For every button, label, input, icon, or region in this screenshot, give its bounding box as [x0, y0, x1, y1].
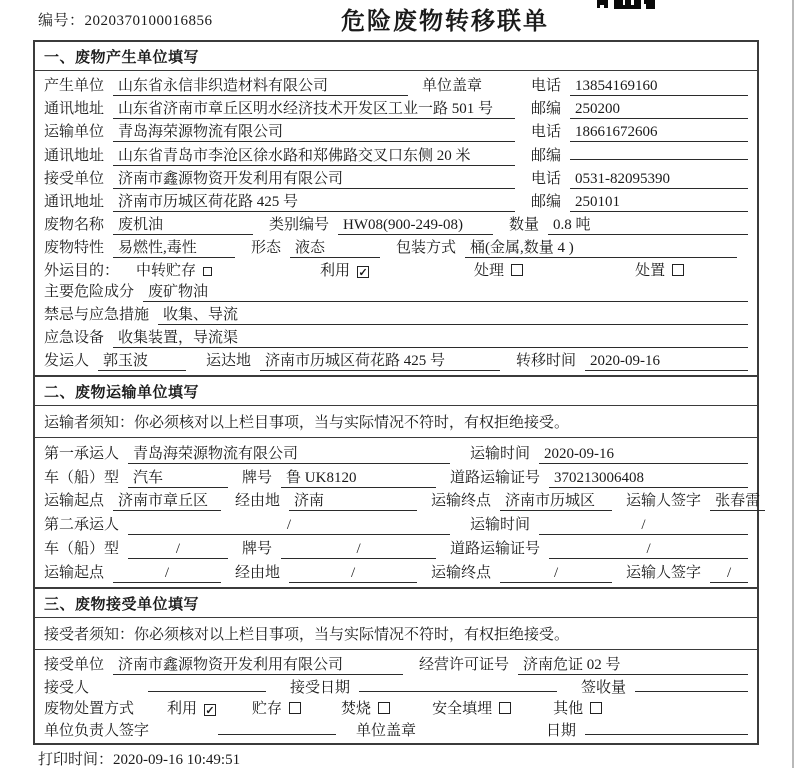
print-time-label: 打印时间：	[38, 752, 114, 768]
purpose-option-treat: 处理	[474, 259, 523, 280]
manager-sign-label: 单位负责人签字	[44, 723, 150, 739]
time2-value: /	[539, 517, 748, 535]
carrier2-value: /	[128, 517, 450, 535]
time1-value: 2020-09-16	[539, 446, 748, 464]
row-carrier1	[44, 442, 748, 464]
row-route2	[44, 561, 748, 583]
row-manager-sign	[44, 718, 748, 740]
row-producer	[44, 74, 748, 96]
disposal-burn-checkbox	[378, 702, 390, 714]
receive-unit-label: 接受单位	[44, 657, 105, 673]
origin2-label: 运输起点	[44, 565, 105, 582]
row-hazard	[44, 280, 748, 302]
qty-label: 数量	[509, 216, 540, 233]
disposal-option-burn: 焚烧	[341, 697, 390, 718]
transporter-phone-label: 电话	[530, 124, 561, 141]
hazard-label: 主要危险成分	[44, 284, 135, 301]
vehicle2-label: 车（船）型	[44, 541, 120, 558]
disposal-option-store: 贮存	[252, 697, 301, 718]
section-producer	[35, 42, 757, 375]
receiver-addr-value: 济南市历城区荷花路 425 号	[113, 190, 515, 212]
disposal-store-checkbox	[289, 702, 301, 714]
vehicle1-label: 车（船）型	[44, 469, 120, 486]
sign1-label: 运输人签字	[626, 493, 702, 510]
section-producer-title: 一、废物产生单位填写	[35, 42, 757, 71]
sign2-label: 运输人签字	[626, 565, 702, 582]
origin1-value: 济南市章丘区	[113, 489, 221, 511]
section-transport-body	[35, 438, 761, 587]
taboo-label: 禁忌与应急措施	[44, 307, 150, 324]
row-purpose	[44, 259, 748, 280]
category-label: 类别编号	[269, 216, 330, 233]
equipment-value: 收集装置，导流渠	[113, 326, 748, 348]
manager-sign-value	[218, 718, 336, 735]
sign-date-value	[585, 718, 748, 735]
transporter-zip-value	[570, 143, 748, 160]
transporter-addr-label: 通讯地址	[44, 148, 105, 165]
carrier1-value: 青岛海荣源物流有限公司	[128, 442, 450, 464]
recipient-value	[148, 675, 266, 692]
producer-zip-label: 邮编	[530, 101, 561, 118]
waste-name-label: 废物名称	[44, 216, 105, 233]
package-label: 包装方式	[396, 239, 457, 256]
doc-number-label: 编号：	[38, 13, 85, 29]
disposal-option-use: 利用 ✓	[167, 701, 215, 717]
purpose-option-transfer: 中转贮存	[136, 259, 212, 280]
amount-value	[635, 675, 748, 692]
receive-date-value	[359, 675, 557, 692]
transporter-phone-value: 18661672606	[570, 124, 748, 142]
producer-addr-label: 通讯地址	[44, 101, 105, 118]
carrier1-label: 第一承运人	[44, 445, 120, 462]
taboo-value: 收集、导流	[158, 303, 748, 325]
row-equipment	[44, 326, 748, 348]
end1-label: 运输终点	[431, 493, 492, 510]
hazard-value: 废矿物油	[143, 280, 748, 302]
section-transport-title: 二、废物运输单位填写	[35, 377, 757, 406]
transport-notice: 运输者须知：你必须核对以上栏目事项，当与实际情况不符时，有权拒绝接受。	[35, 406, 757, 438]
origin1-label: 运输起点	[44, 493, 105, 510]
section-receiver-title: 三、废物接受单位填写	[35, 589, 757, 618]
end2-label: 运输终点	[431, 565, 492, 582]
plate1-value: 鲁 UK8120	[281, 466, 436, 488]
shipper-value: 郭玉波	[98, 349, 186, 371]
via2-label: 经由地	[235, 565, 281, 582]
doc-number-value: 2020370100016856	[84, 13, 213, 29]
sign2-value: /	[710, 565, 748, 583]
receiver-notice: 接受者须知：你必须核对以上栏目事项，当与实际情况不符时，有权拒绝接受。	[35, 618, 757, 650]
transfer-time-label: 转移时间	[516, 353, 577, 370]
disposal-landfill-checkbox	[499, 702, 511, 714]
license2-label: 道路运输证号	[450, 541, 541, 558]
vehicle1-value: 汽车	[128, 466, 228, 488]
waste-name-value: 废机油	[113, 213, 253, 235]
producer-value: 山东省永信非织造材料有限公司	[113, 74, 408, 96]
transporter-zip-label: 邮编	[530, 148, 561, 165]
license1-value: 370213006408	[549, 470, 748, 488]
receiver-zip-label: 邮编	[530, 193, 561, 210]
character-value: 易燃性,毒性	[113, 236, 235, 258]
category-value: HW08(900-249-08)	[338, 217, 493, 235]
receiver-addr-label: 通讯地址	[44, 193, 105, 210]
row-shipper	[44, 349, 748, 371]
form-value: 液态	[290, 236, 380, 258]
via1-value: 济南	[289, 489, 417, 511]
time2-label: 运输时间	[470, 517, 531, 534]
receiver-value: 济南市鑫源物资开发利用有限公司	[113, 167, 515, 189]
via2-value: /	[289, 565, 417, 583]
section-transport	[35, 375, 761, 587]
use-checkbox: ✓	[358, 266, 368, 279]
print-time	[38, 748, 240, 769]
amount-label: 签收量	[581, 680, 627, 696]
disposal-option-other: 其他	[553, 697, 602, 718]
manifest-form	[33, 40, 759, 745]
seal-label: 单位盖章	[422, 78, 483, 95]
section-receiver	[35, 587, 757, 743]
time1-label: 运输时间	[470, 445, 531, 462]
producer-phone-label: 电话	[530, 78, 561, 95]
row-route1	[44, 489, 761, 511]
page-title: 危险废物转移联单	[341, 9, 549, 35]
package-value: 桶(金属,数量 4 )	[465, 236, 737, 258]
producer-zip-value: 250200	[570, 101, 748, 119]
via1-label: 经由地	[235, 493, 281, 510]
plate2-value: /	[281, 541, 436, 559]
section-receiver-body	[35, 650, 757, 743]
receiver-zip-value: 250101	[570, 194, 748, 212]
row-carrier2	[44, 513, 748, 535]
recipient-label: 接受人	[44, 680, 90, 696]
sign-date-label: 日期	[546, 723, 577, 739]
purpose-option-use: 利用 ✓	[320, 262, 368, 279]
receiver-phone-value: 0531-82095390	[570, 171, 748, 189]
vehicle2-value: /	[128, 541, 228, 559]
carrier2-label: 第二承运人	[44, 517, 120, 534]
shipper-label: 发运人	[44, 353, 90, 370]
row-transporter-address	[44, 143, 748, 166]
license1-label: 道路运输证号	[450, 469, 541, 486]
row-transporter	[44, 120, 748, 142]
row-producer-address	[44, 97, 748, 119]
row-recipient	[44, 675, 748, 697]
receiver-phone-label: 电话	[530, 171, 561, 187]
row-receive-unit	[44, 653, 748, 675]
producer-phone-value: 13854169160	[570, 78, 748, 96]
producer-label: 产生单位	[44, 78, 105, 95]
transporter-addr-value: 山东省青岛市李沧区徐水路和郑佛路交叉口东侧 20 米	[113, 144, 515, 166]
license2-value: /	[549, 541, 748, 559]
receiver-label: 接受单位	[44, 171, 105, 187]
disposal-option-landfill: 安全填埋	[432, 697, 511, 718]
dispose-checkbox	[672, 264, 684, 276]
row-vehicle1	[44, 466, 748, 488]
end2-value: /	[500, 565, 612, 583]
row-disposal	[44, 697, 748, 718]
equipment-label: 应急设备	[44, 330, 105, 347]
dest-label: 运达地	[206, 353, 252, 370]
treat-checkbox	[511, 264, 523, 276]
print-time-value: 2020-09-16 10:49:51	[113, 752, 241, 768]
disposal-label: 废物处置方式	[44, 701, 135, 717]
plate1-label: 牌号	[242, 469, 273, 486]
end1-value: 济南市历城区	[500, 489, 612, 511]
plate2-label: 牌号	[242, 541, 273, 558]
scan-page-edge	[792, 0, 794, 768]
purpose-option-dispose: 处置	[635, 259, 684, 280]
section-producer-body	[35, 71, 757, 375]
permit-label: 经营许可证号	[419, 657, 510, 673]
form-label: 形态	[251, 239, 282, 256]
dest-value: 济南市历城区荷花路 425 号	[260, 349, 500, 371]
sign1-value: 张春雷	[710, 489, 765, 511]
receive-unit-value: 济南市鑫源物资开发利用有限公司	[113, 653, 403, 675]
row-receiver	[44, 167, 748, 189]
purpose-label: 外运目的：	[44, 262, 120, 279]
unit-seal-label: 单位盖章	[356, 723, 417, 739]
producer-addr-value: 山东省济南市章丘区明水经济技术开发区工业一路 501 号	[113, 97, 515, 119]
transporter-value: 青岛海荣源物流有限公司	[113, 120, 515, 142]
disposal-use-checkbox: ✓	[205, 705, 215, 717]
row-waste-name	[44, 213, 748, 235]
transporter-label: 运输单位	[44, 124, 105, 141]
row-waste-character	[44, 236, 748, 258]
qty-value: 0.8 吨	[548, 213, 748, 235]
qr-code-fragment-icon	[597, 0, 655, 10]
row-taboo	[44, 303, 748, 325]
row-receiver-address	[44, 190, 748, 212]
character-label: 废物特性	[44, 239, 105, 256]
origin2-value: /	[113, 565, 221, 583]
receive-date-label: 接受日期	[290, 680, 351, 696]
row-vehicle2	[44, 537, 748, 559]
transfer-checkbox	[203, 267, 212, 276]
transfer-time-value: 2020-09-16	[585, 353, 748, 371]
disposal-other-checkbox	[590, 702, 602, 714]
permit-value: 济南危证 02 号	[518, 653, 748, 675]
